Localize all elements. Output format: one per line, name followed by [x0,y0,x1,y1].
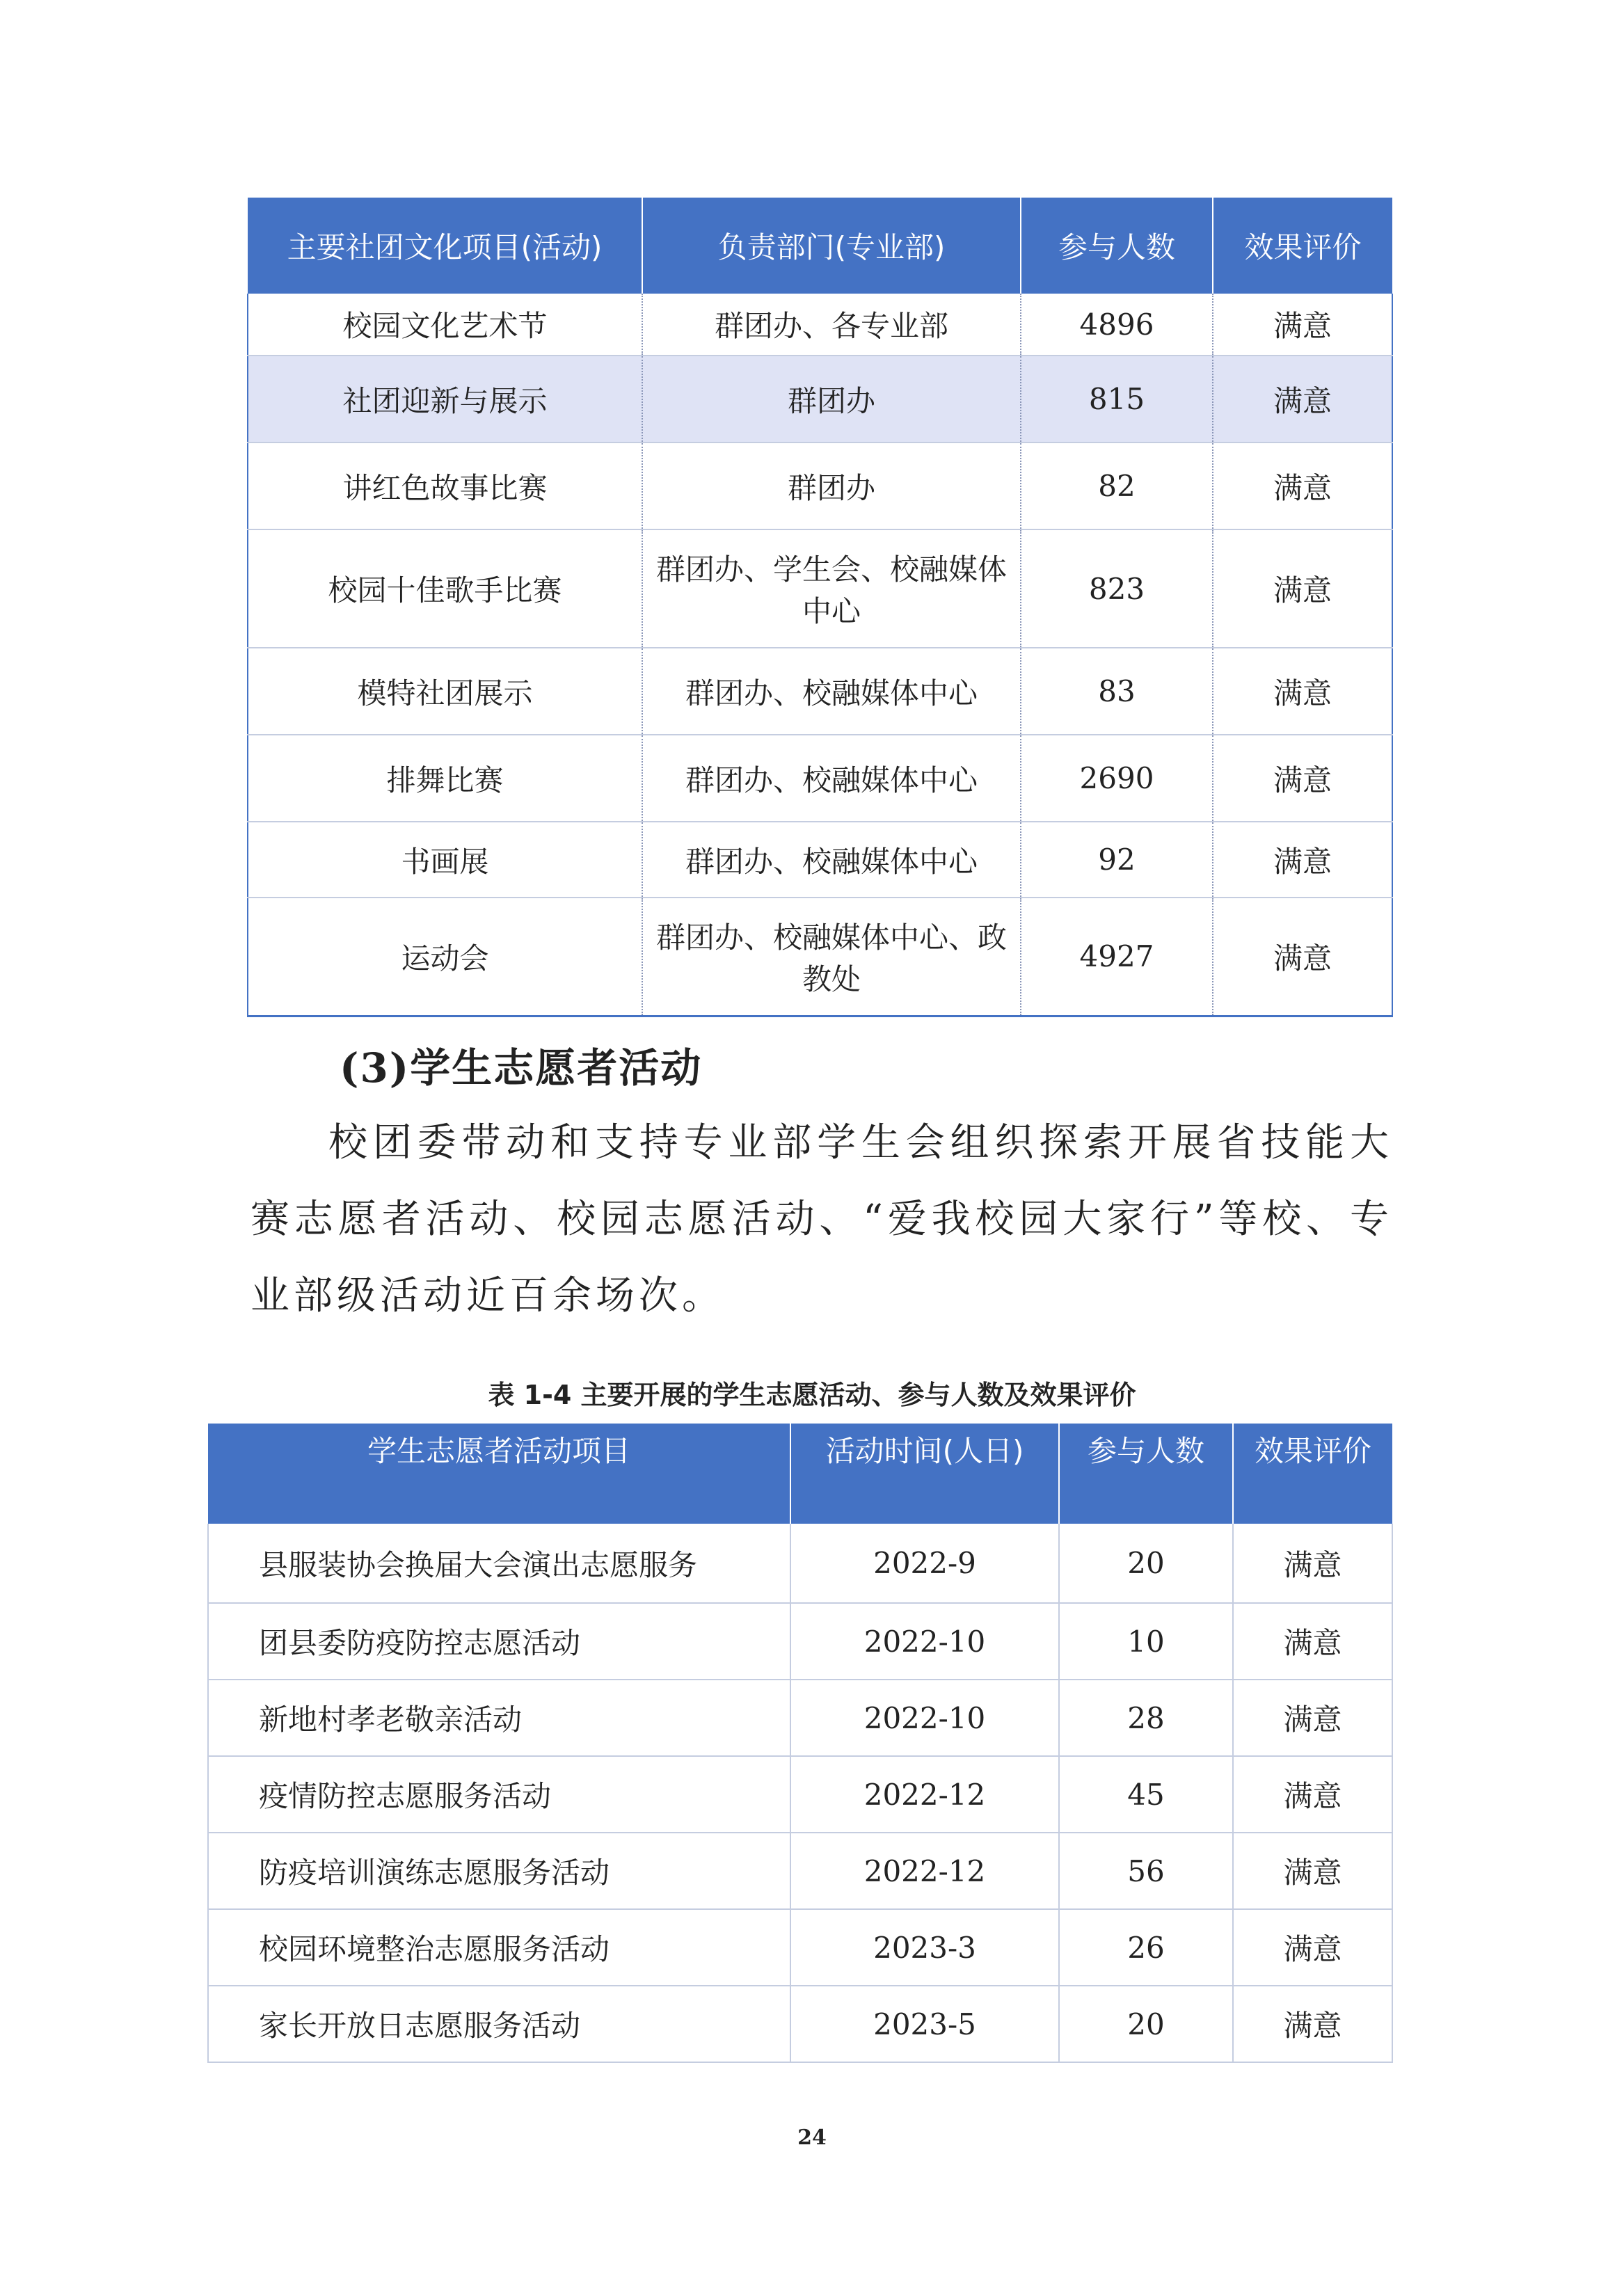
cell-evaluation: 满意 [1233,1756,1392,1833]
cell-participants: 56 [1059,1833,1233,1909]
cell-evaluation: 满意 [1213,294,1392,356]
cell-evaluation: 满意 [1213,443,1392,529]
table-header-row [248,198,1392,294]
cell-evaluation: 满意 [1213,822,1392,898]
table-row [208,1833,1392,1909]
cell-department: 群团办、校融媒体中心 [642,735,1021,822]
volunteer-activities-table [207,1424,1393,2063]
table-header-row [208,1424,1392,1475]
table-row [248,735,1392,822]
cell-evaluation: 满意 [1233,1524,1392,1603]
cell-participants: 20 [1059,1986,1233,2062]
cell-department: 群团办、学生会、校融媒体中心 [642,529,1021,648]
cell-participants: 26 [1059,1909,1233,1986]
column-header: 负责部门(专业部) [642,198,1021,294]
cell-participants: 82 [1021,443,1213,529]
cell-date: 2022-10 [790,1603,1059,1680]
cell-date: 2022-12 [790,1756,1059,1833]
cell-participants: 83 [1021,648,1213,735]
cell-department: 群团办 [642,356,1021,443]
column-header: 主要社团文化项目(活动) [248,198,642,294]
table-header-spacer-row [208,1475,1392,1524]
cell-evaluation: 满意 [1233,1603,1392,1680]
table-row [248,648,1392,735]
header-spacer [1233,1475,1392,1524]
cell-participants: 2690 [1021,735,1213,822]
cell-evaluation: 满意 [1213,648,1392,735]
cell-evaluation: 满意 [1213,356,1392,443]
cell-date: 2023-5 [790,1986,1059,2062]
header-spacer [208,1475,790,1524]
table-row [208,1524,1392,1603]
cell-activity: 排舞比赛 [248,735,642,822]
cell-participants: 815 [1021,356,1213,443]
cell-evaluation: 满意 [1233,1680,1392,1756]
cell-activity: 防疫培训演练志愿服务活动 [208,1833,790,1909]
table-row [208,1909,1392,1986]
cell-evaluation: 满意 [1233,1833,1392,1909]
table-caption: 表 1-4 主要开展的学生志愿活动、参与人数及效果评价 [488,1380,1136,1410]
column-header: 效果评价 [1213,198,1392,294]
cell-activity: 模特社团展示 [248,648,642,735]
table-row [208,1986,1392,2062]
table-row [248,294,1392,356]
cell-date: 2022-10 [790,1680,1059,1756]
cell-participants: 4896 [1021,294,1213,356]
table-row [248,529,1392,648]
cell-evaluation: 满意 [1213,898,1392,1016]
cell-activity: 家长开放日志愿服务活动 [208,1986,790,2062]
cell-department: 群团办、校融媒体中心 [642,822,1021,898]
column-header: 效果评价 [1233,1424,1392,1475]
cell-activity: 团县委防疫防控志愿活动 [208,1603,790,1680]
cell-activity: 县服装协会换届大会演出志愿服务 [208,1524,790,1603]
cell-date: 2023-3 [790,1909,1059,1986]
section-paragraph: 校团委带动和支持专业部学生会组织探索开展省技能大赛志愿者活动、校园志愿活动、“爱我校园大家行”等校、专业部级活动近百余场次。 [250,1120,1393,1318]
cell-activity: 校园十佳歌手比赛 [248,529,642,648]
section-heading: (3)学生志愿者活动 [340,1044,703,1092]
table-row [248,822,1392,898]
column-header: 学生志愿者活动项目 [208,1424,790,1475]
column-header: 参与人数 [1021,198,1213,294]
table-row [208,1680,1392,1756]
cell-participants: 92 [1021,822,1213,898]
cell-activity: 运动会 [248,898,642,1016]
table-row [248,898,1392,1016]
cell-participants: 10 [1059,1603,1233,1680]
cell-activity: 讲红色故事比赛 [248,443,642,529]
cell-activity: 校园文化艺术节 [248,294,642,356]
column-header: 活动时间(人日) [790,1424,1059,1475]
cell-department: 群团办、各专业部 [642,294,1021,356]
table-row [208,1603,1392,1680]
cell-activity: 书画展 [248,822,642,898]
cell-evaluation: 满意 [1213,735,1392,822]
cell-activity: 新地村孝老敬亲活动 [208,1680,790,1756]
cell-date: 2022-12 [790,1833,1059,1909]
cell-participants: 20 [1059,1524,1233,1603]
table-row [248,356,1392,443]
cell-activity: 疫情防控志愿服务活动 [208,1756,790,1833]
cell-participants: 823 [1021,529,1213,648]
cell-evaluation: 满意 [1233,1909,1392,1986]
cell-participants: 28 [1059,1680,1233,1756]
cell-evaluation: 满意 [1213,529,1392,648]
header-spacer [790,1475,1059,1524]
cell-department: 群团办、校融媒体中心 [642,648,1021,735]
table-row [248,443,1392,529]
header-spacer [1059,1475,1233,1524]
column-header: 参与人数 [1059,1424,1233,1475]
cell-date: 2022-9 [790,1524,1059,1603]
cell-activity: 校园环境整治志愿服务活动 [208,1909,790,1986]
cell-department: 群团办、校融媒体中心、政教处 [642,898,1021,1016]
cell-participants: 4927 [1021,898,1213,1016]
page-number: 24 [797,2126,827,2150]
cell-evaluation: 满意 [1233,1986,1392,2062]
cell-department: 群团办 [642,443,1021,529]
cell-participants: 45 [1059,1756,1233,1833]
cell-activity: 社团迎新与展示 [248,356,642,443]
club-activities-table [247,198,1393,1017]
table-row [208,1756,1392,1833]
